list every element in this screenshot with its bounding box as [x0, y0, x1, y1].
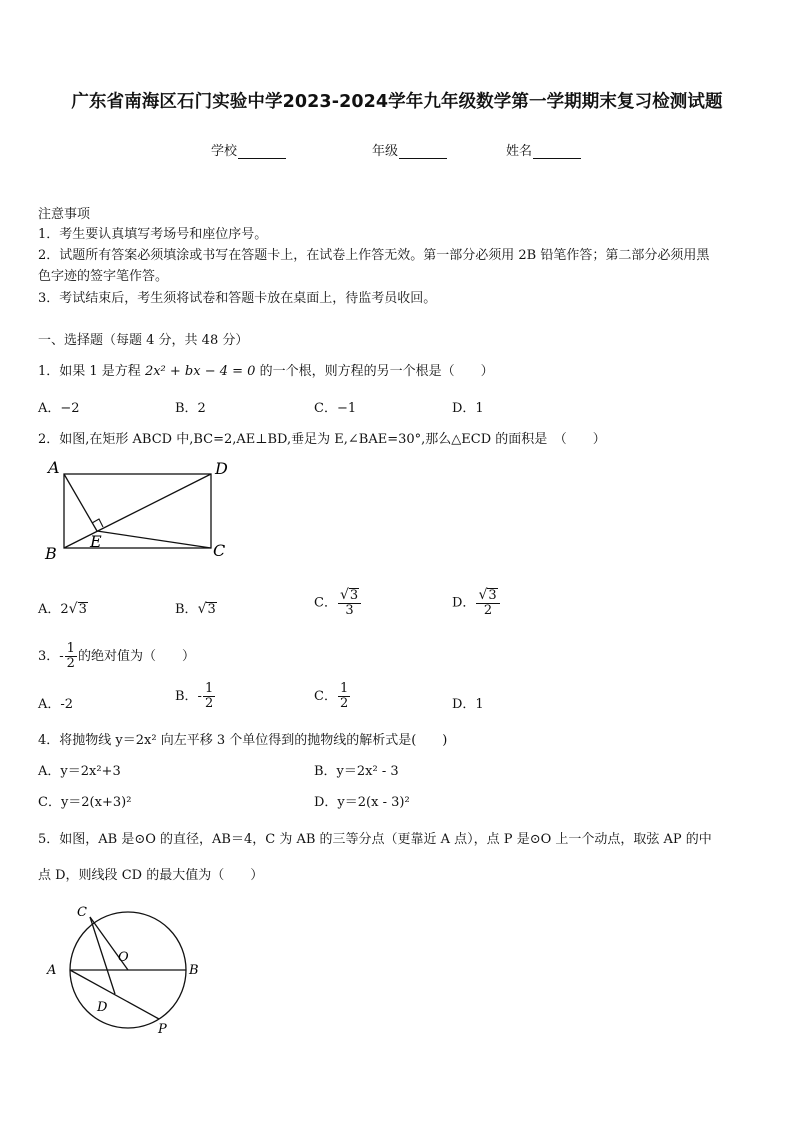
notice-heading: 注意事项: [38, 207, 91, 222]
school-field: [211, 140, 286, 159]
q2-rectangle-figure: [40, 455, 240, 565]
label-a: A: [48, 458, 60, 477]
q2d-letter: D．: [452, 595, 476, 611]
q2b-radicand: 3: [207, 602, 216, 617]
notice-item-2a: 2．试题所有答案必须填涂或书写在答题卡上，在试卷上作答无效。第一部分必须用 2B 铅笔作答；第二部分必须用黑: [38, 248, 710, 263]
name-blank: [533, 145, 581, 159]
q4-option-c: C．y＝2(x+3)²: [38, 795, 132, 810]
label-d: D: [97, 1000, 108, 1015]
question-4: 4．将抛物线 y＝2x² 向左平移 3 个单位得到的抛物线的解析式是( ): [38, 733, 448, 748]
notice-item-1: 1．考生要认真填写考场号和座位序号。: [38, 227, 268, 242]
label-p: P: [158, 1022, 167, 1037]
q3-fraction: [65, 642, 77, 671]
q3-prefix: 3．-: [38, 649, 64, 664]
school-label: 学校: [211, 144, 238, 159]
label-o: O: [118, 950, 129, 965]
chord-ap: [70, 970, 159, 1019]
q2c-letter: C．: [314, 595, 337, 611]
q2-option-d: [452, 588, 501, 618]
school-blank: [238, 145, 286, 159]
label-b: B: [45, 544, 57, 563]
page-title: 广东省南海区石门实验中学2023-2024学年九年级数学第一学期期末复习检测试题: [71, 92, 723, 112]
q1-option-d: D．1: [452, 401, 484, 416]
q3-suffix: 的绝对值为（ ）: [77, 649, 195, 664]
label-c: C: [77, 905, 87, 920]
q2c-den: 3: [345, 603, 354, 618]
section-heading: 一、选择题（每题 4 分，共 48 分）: [38, 333, 249, 348]
sqrt-symbol: √: [197, 601, 207, 617]
q3c-den: 2: [339, 696, 349, 711]
q2b-letter: B．: [175, 602, 198, 617]
sqrt-symbol: √: [478, 587, 488, 603]
question-5-line-2: 点 D，则线段 CD 的最大值为（ ）: [38, 868, 264, 883]
grade-field: [372, 140, 447, 159]
label-c: C: [213, 541, 226, 560]
q3-option-c: [314, 682, 351, 711]
q4-option-d: D．y＝2(x - 3)²: [314, 795, 410, 810]
segment-ec: [97, 531, 211, 548]
label-d: D: [215, 459, 228, 478]
q1-prefix: 1．如果 1 是方程: [38, 364, 141, 379]
q2a-letter: A．: [38, 602, 61, 617]
q3c-num: 1: [339, 681, 349, 696]
q3-option-a: A．-2: [38, 697, 74, 712]
name-label: 姓名: [506, 144, 533, 159]
q2-option-b: [175, 598, 217, 617]
q4-option-b: B．y＝2x² - 3: [314, 764, 399, 779]
label-e: E: [90, 532, 102, 551]
q5-circle-figure: [40, 900, 220, 1040]
notice-item-2b: 色字迹的签字笔作答。: [38, 269, 169, 284]
grade-blank: [399, 145, 447, 159]
q3-num: 1: [66, 641, 75, 656]
question-3: [38, 642, 195, 671]
q1-option-c: C．−1: [314, 401, 357, 416]
q3-option-d: D．1: [452, 697, 484, 712]
sqrt-symbol: √: [68, 601, 78, 617]
sqrt-symbol: √: [339, 587, 349, 603]
q1-option-a: A．−2: [38, 401, 80, 416]
q2-option-a: [38, 598, 88, 617]
q3b-fraction: [203, 682, 215, 711]
q3-den: 2: [66, 656, 75, 671]
q2c-fraction: [338, 588, 361, 618]
label-a: A: [47, 963, 57, 978]
q2d-den: 2: [483, 603, 493, 618]
q1-option-b: B．2: [175, 401, 206, 416]
name-field: [506, 140, 581, 159]
q2a-radicand: 3: [78, 602, 87, 617]
q3b-num: 1: [204, 681, 214, 696]
grade-label: 年级: [372, 144, 399, 159]
notice-item-3: 3．考试结束后，考生须将试卷和答题卡放在桌面上，待监考员收回。: [38, 291, 437, 306]
q1-equation: 2x² + bx − 4 = 0: [144, 364, 256, 379]
q2-option-c: [314, 588, 362, 618]
q4-option-a: A．y＝2x²+3: [38, 764, 121, 779]
question-1: [38, 360, 494, 379]
q3-option-b: [175, 682, 216, 711]
q2a-coef: 2: [60, 602, 69, 617]
q3b-letter: B．-: [175, 689, 202, 704]
question-5-line-1: 5．如图，AB 是⊙O 的直径，AB＝4，C 为 AB 的三等分点（更靠近 A 点），点 P 是⊙O 上一个动点，取弦 AP 的中: [38, 832, 712, 847]
question-2: 2．如图,在矩形 ABCD 中,BC=2,AE⊥BD,垂足为 E,∠BAE=30°,那么△ECD 的面积是 （ ）: [38, 432, 606, 447]
q2d-radicand: 3: [488, 588, 497, 603]
q3c-fraction: [338, 682, 350, 711]
q3b-den: 2: [204, 696, 214, 711]
q2c-radicand: 3: [349, 588, 359, 603]
q2d-fraction: [476, 588, 499, 618]
label-b: B: [189, 963, 199, 978]
q3c-letter: C．: [314, 689, 337, 704]
q1-suffix: 的一个根，则方程的另一个根是（ ）: [259, 364, 494, 379]
